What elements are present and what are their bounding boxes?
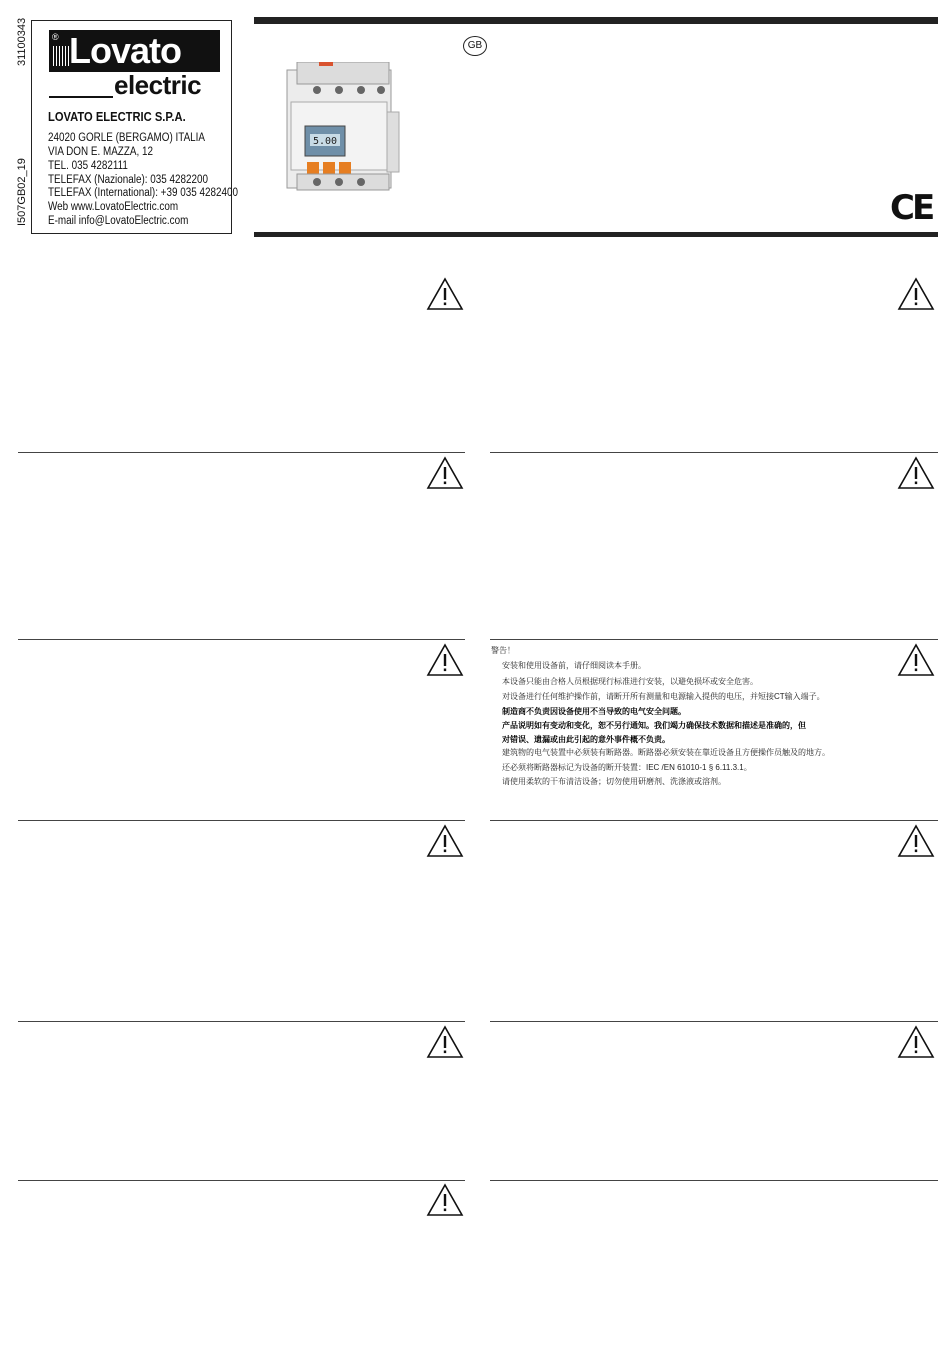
chinese-warning-line: 安装和使用设备前，请仔细阅读本手册。 <box>502 661 646 670</box>
section-divider <box>490 1021 938 1022</box>
warning-triangle-icon <box>897 643 935 677</box>
chinese-warning-heading: 警告！ <box>491 646 515 655</box>
chinese-warning-line: 请使用柔软的干布清洁设备；切勿使用研磨剂、洗涤液或溶剂。 <box>502 777 726 786</box>
section-divider <box>18 1180 465 1181</box>
header-top-rule <box>254 17 938 24</box>
chinese-warning-line: 制造商不负责因设备使用不当导致的电气安全问题。 <box>502 707 686 716</box>
revision-code: I507GB02_19 <box>16 158 28 226</box>
warning-triangle-icon <box>897 1025 935 1059</box>
address-line: VIA DON E. MAZZA, 12 <box>48 146 153 158</box>
chinese-warning-line: 对错误、遗漏或由此引起的意外事件概不负责。 <box>502 735 670 744</box>
fax-national-line: TELEFAX (Nazionale): 035 4282200 <box>48 174 209 186</box>
section-divider <box>490 452 938 453</box>
warning-triangle-icon <box>897 277 935 311</box>
warning-triangle-icon <box>426 643 464 677</box>
chinese-warning-line: 还必须将断路器标记为设备的断开装置：IEC /EN 61010-1 § 6.11.3.1。 <box>502 763 752 772</box>
email-line: E-mail info@LovatoElectric.com <box>48 215 189 227</box>
logo-underline <box>49 96 113 98</box>
warning-triangle-icon <box>426 277 464 311</box>
document-code: 31100343 <box>16 17 28 66</box>
header-bottom-rule <box>254 232 938 237</box>
section-divider <box>18 1021 465 1022</box>
warning-triangle-icon <box>897 456 935 490</box>
section-divider <box>18 639 465 640</box>
section-divider <box>490 639 938 640</box>
logo-subtitle: electric <box>114 70 202 100</box>
phone-line: TEL. 035 4282111 <box>48 160 128 172</box>
address-line: 24020 GORLE (BERGAMO) ITALIA <box>48 132 206 144</box>
chinese-warning-line: 建筑物的电气装置中必须装有断路器。断路器必须安装在靠近设备且方便操作员触及的地方。 <box>502 748 830 757</box>
warning-triangle-icon <box>426 456 464 490</box>
warning-triangle-icon <box>897 824 935 858</box>
section-divider <box>18 820 465 821</box>
section-divider <box>18 452 465 453</box>
warning-triangle-icon <box>426 1183 464 1217</box>
section-divider <box>490 1180 938 1181</box>
lovato-logo <box>49 30 220 72</box>
warning-triangle-icon <box>426 824 464 858</box>
chinese-warning-line: 对设备进行任何维护操作前，请断开所有测量和电源输入提供的电压，并短接CT输入端子。 <box>502 692 825 701</box>
company-info-box <box>31 20 238 234</box>
chinese-warning-line: 产品说明如有变动和变化，恕不另行通知。我们竭力确保技术数据和描述是准确的，但 <box>502 721 806 730</box>
language-gb-badge: GB <box>463 36 487 56</box>
registered-mark: ® <box>52 32 59 42</box>
chinese-warning-line: 本设备只能由合格人员根据现行标准进行安装，以避免损坏或安全危害。 <box>502 677 758 686</box>
section-divider <box>490 820 938 821</box>
logo-wordmark: Lovato <box>69 30 182 71</box>
warning-triangle-icon <box>426 1025 464 1059</box>
meter-display-value: 5.00 <box>313 136 338 147</box>
logo-stripes-icon <box>53 46 69 66</box>
ce-mark-icon: CE <box>890 188 933 228</box>
company-name: LOVATO ELECTRIC S.P.A. <box>48 109 186 124</box>
fax-international-line: TELEFAX (International): +39 035 4282400 <box>48 187 238 199</box>
web-line: Web www.LovatoElectric.com <box>48 201 179 213</box>
energy-meter-product-image <box>283 62 403 192</box>
